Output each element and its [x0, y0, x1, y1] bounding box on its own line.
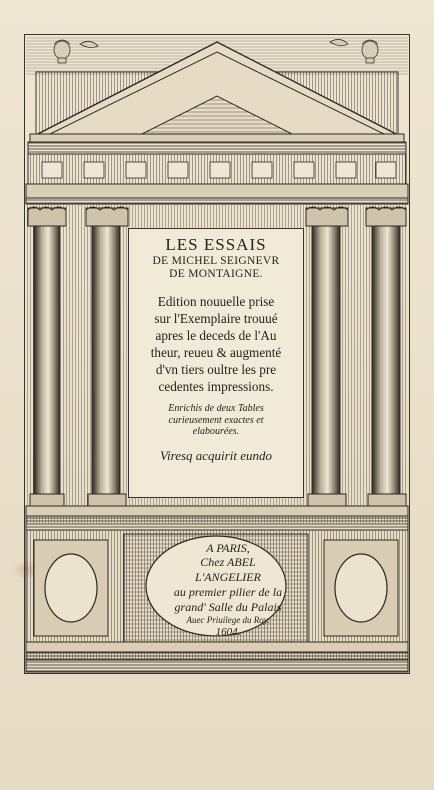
imprint-line: grand' Salle du Palais [174, 600, 282, 614]
tables-line: Enrichis de deux Tables [168, 403, 264, 414]
imprint-cartouche [166, 540, 290, 638]
imprint-line: Chez ABEL L'ANGELIER [195, 555, 261, 584]
title-plaque [128, 228, 304, 498]
author-line-2: DE MONTAIGNE. [169, 268, 263, 280]
author-line-1: DE MICHEL SEIGNEVR [152, 255, 280, 267]
imprint-line: A PARIS, [206, 541, 250, 555]
edition-line: theur, reueu & augmenté [150, 345, 282, 360]
imprint-date: 1604. [215, 626, 241, 638]
edition-line: apres le deceds de l'Au [155, 328, 277, 343]
tables-line: curieusement exactes et [168, 414, 264, 426]
edition-line: Edition nouuelle prise [157, 294, 275, 309]
edition-line: cedentes impressions. [158, 379, 274, 394]
imprint-line: Auec Priuilege du Roy. [186, 615, 270, 625]
edition-line: sur l'Exemplaire trouué [154, 311, 278, 326]
edition-line: d'vn tiers oultre les pre [155, 362, 277, 377]
tables-line: elabourées. [192, 426, 240, 437]
book-title: LES ESSAIS [165, 235, 267, 254]
motto: Viresq acquirit eundo [160, 447, 272, 463]
imprint-line: au premier pilier de la [173, 585, 283, 599]
